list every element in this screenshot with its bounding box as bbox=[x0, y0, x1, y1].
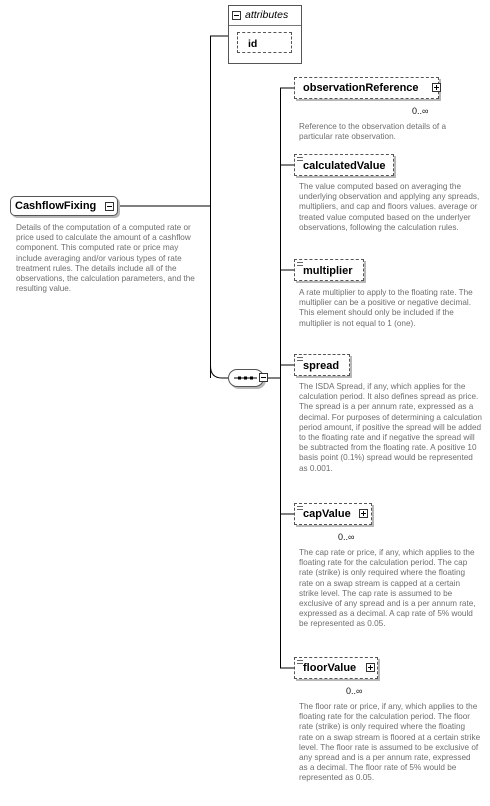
element-description: The ISDA Spread, if any, which applies for the calculation period. It also defines spread as price. The spread is a per annum rate, expressed as a decimal. For purposes of determining a calculation period amount, if positive the spread will be added to the floating rate and if negative the spread will be subtracted from the floating rate. A positive 10 basis point (0.1%) spread would be represented as 0.001. bbox=[299, 382, 482, 473]
element-description: The floor rate or price, if any, which applies to the floating rate for the calculation period. The floor rate (strike) is only required where the floating rate on a swap stream is floored at a certain strike level. The floor rate is assumed to be exclusive of any spread and is a per annum rate, expressed as a decimal. The floor rate of 5% would be represented as 0.05. bbox=[299, 702, 481, 783]
element-capvalue[interactable]: capValue bbox=[294, 503, 372, 525]
root-element-cashflowfixing[interactable]: CashflowFixing bbox=[10, 196, 118, 216]
element-multiplier[interactable]: multiplier bbox=[294, 259, 364, 281]
annotation-icon bbox=[297, 506, 303, 511]
element-calculatedvalue[interactable]: calculatedValue bbox=[294, 154, 394, 176]
expand-icon[interactable] bbox=[432, 83, 441, 92]
attributes-title: attributes bbox=[245, 9, 289, 21]
cardinality: 0..∞ bbox=[412, 106, 429, 116]
element-description: Reference to the observation details of a particular rate observation. bbox=[299, 122, 447, 142]
collapse-icon[interactable] bbox=[105, 202, 114, 211]
sequence-icon bbox=[229, 370, 263, 386]
annotation-icon bbox=[297, 157, 303, 162]
expand-icon[interactable] bbox=[366, 663, 375, 672]
annotation-icon bbox=[297, 660, 303, 665]
annotation-icon bbox=[297, 357, 303, 362]
element-floorvalue[interactable]: floorValue bbox=[294, 657, 378, 679]
element-description: The cap rate or price, if any, which applies to the floating rate for the calculation period. The cap rate (strike) is only required where the floating rate on a swap stream is capped at a certain strike level. The cap rate is assumed to be exclusive of any spread and is a per annum rate, expressed as a decimal. A cap rate of 5% would be represented as 0.05. bbox=[299, 548, 476, 629]
element-description: A rate multiplier to apply to the floating rate. The multiplier can be a positive or negative decimal. This element should only be included if the multiplier is not equal to 1 (one). bbox=[299, 288, 473, 328]
element-spread[interactable]: spread bbox=[294, 354, 350, 376]
attribute-id[interactable]: id bbox=[237, 32, 292, 53]
collapse-icon[interactable] bbox=[259, 373, 268, 382]
cardinality: 0..∞ bbox=[338, 532, 355, 542]
expand-icon[interactable] bbox=[359, 509, 368, 518]
collapse-icon[interactable] bbox=[232, 11, 241, 20]
annotation-icon bbox=[297, 262, 303, 267]
attributes-group bbox=[228, 5, 302, 64]
root-description: Details of the computation of a computed rate or price used to calculate the amount of a cashflow component. This computed rate or price may include averaging and/or various types of rate treatment rules. The details include all of the observations, the calculation parameters, and the resulting value. bbox=[16, 223, 195, 294]
cardinality: 0..∞ bbox=[346, 686, 363, 696]
element-observationreference[interactable]: observationReference bbox=[294, 77, 439, 99]
element-description: The value computed based on averaging the underlying observation and applying any spreads, multipliers, and cap and floors values. average or treated value computed based on the underlyer observations, following the calculation rules. bbox=[299, 182, 480, 232]
